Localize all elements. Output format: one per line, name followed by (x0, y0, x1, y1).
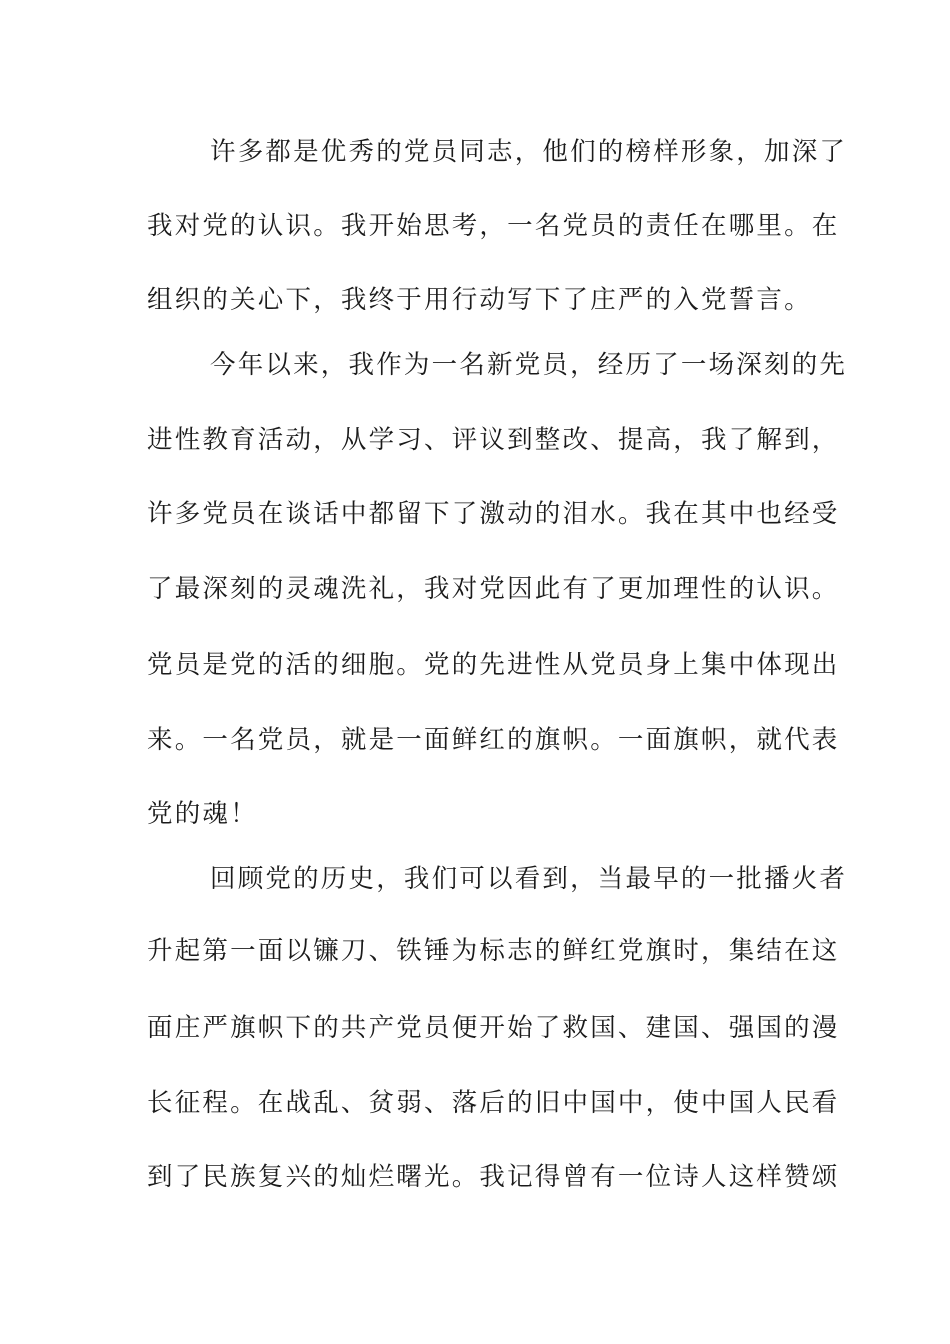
paragraph-line: 许多党员在谈话中都留下了激动的泪水。我在其中也经受 (147, 499, 840, 529)
paragraph-line: 长征程。在战乱、贫弱、落后的旧中国中，使中国人民看 (147, 1088, 840, 1118)
paragraph-line: 回顾党的历史，我们可以看到，当最早的一批播火者 (210, 864, 848, 894)
paragraph-line: 来。一名党员，就是一面鲜红的旗帜。一面旗帜，就代表 (147, 725, 840, 755)
paragraph-line: 组织的关心下，我终于用行动写下了庄严的入党誓言。 (147, 285, 812, 315)
paragraph-line: 进性教育活动，从学习、评议到整改、提高，我了解到， (147, 425, 840, 455)
paragraph-line: 升起第一面以镰刀、铁锤为标志的鲜红党旗时，集结在这 (147, 936, 840, 966)
paragraph-line: 到了民族复兴的灿烂曙光。我记得曾有一位诗人这样赞颂 (147, 1162, 840, 1192)
paragraph-line: 了最深刻的灵魂洗礼，我对党因此有了更加理性的认识。 (147, 574, 840, 604)
paragraph-line: 党员是党的活的细胞。党的先进性从党员身上集中体现出 (147, 650, 840, 680)
paragraph-line: 我对党的认识。我开始思考，一名党员的责任在哪里。在 (147, 211, 840, 241)
paragraph-line: 今年以来，我作为一名新党员，经历了一场深刻的先 (210, 350, 848, 380)
paragraph-line: 许多都是优秀的党员同志，他们的榜样形象，加深了 (210, 137, 848, 167)
paragraph-line: 党的魂！ (147, 799, 258, 829)
paragraph-line: 面庄严旗帜下的共产党员便开始了救国、建国、强国的漫 (147, 1013, 840, 1043)
